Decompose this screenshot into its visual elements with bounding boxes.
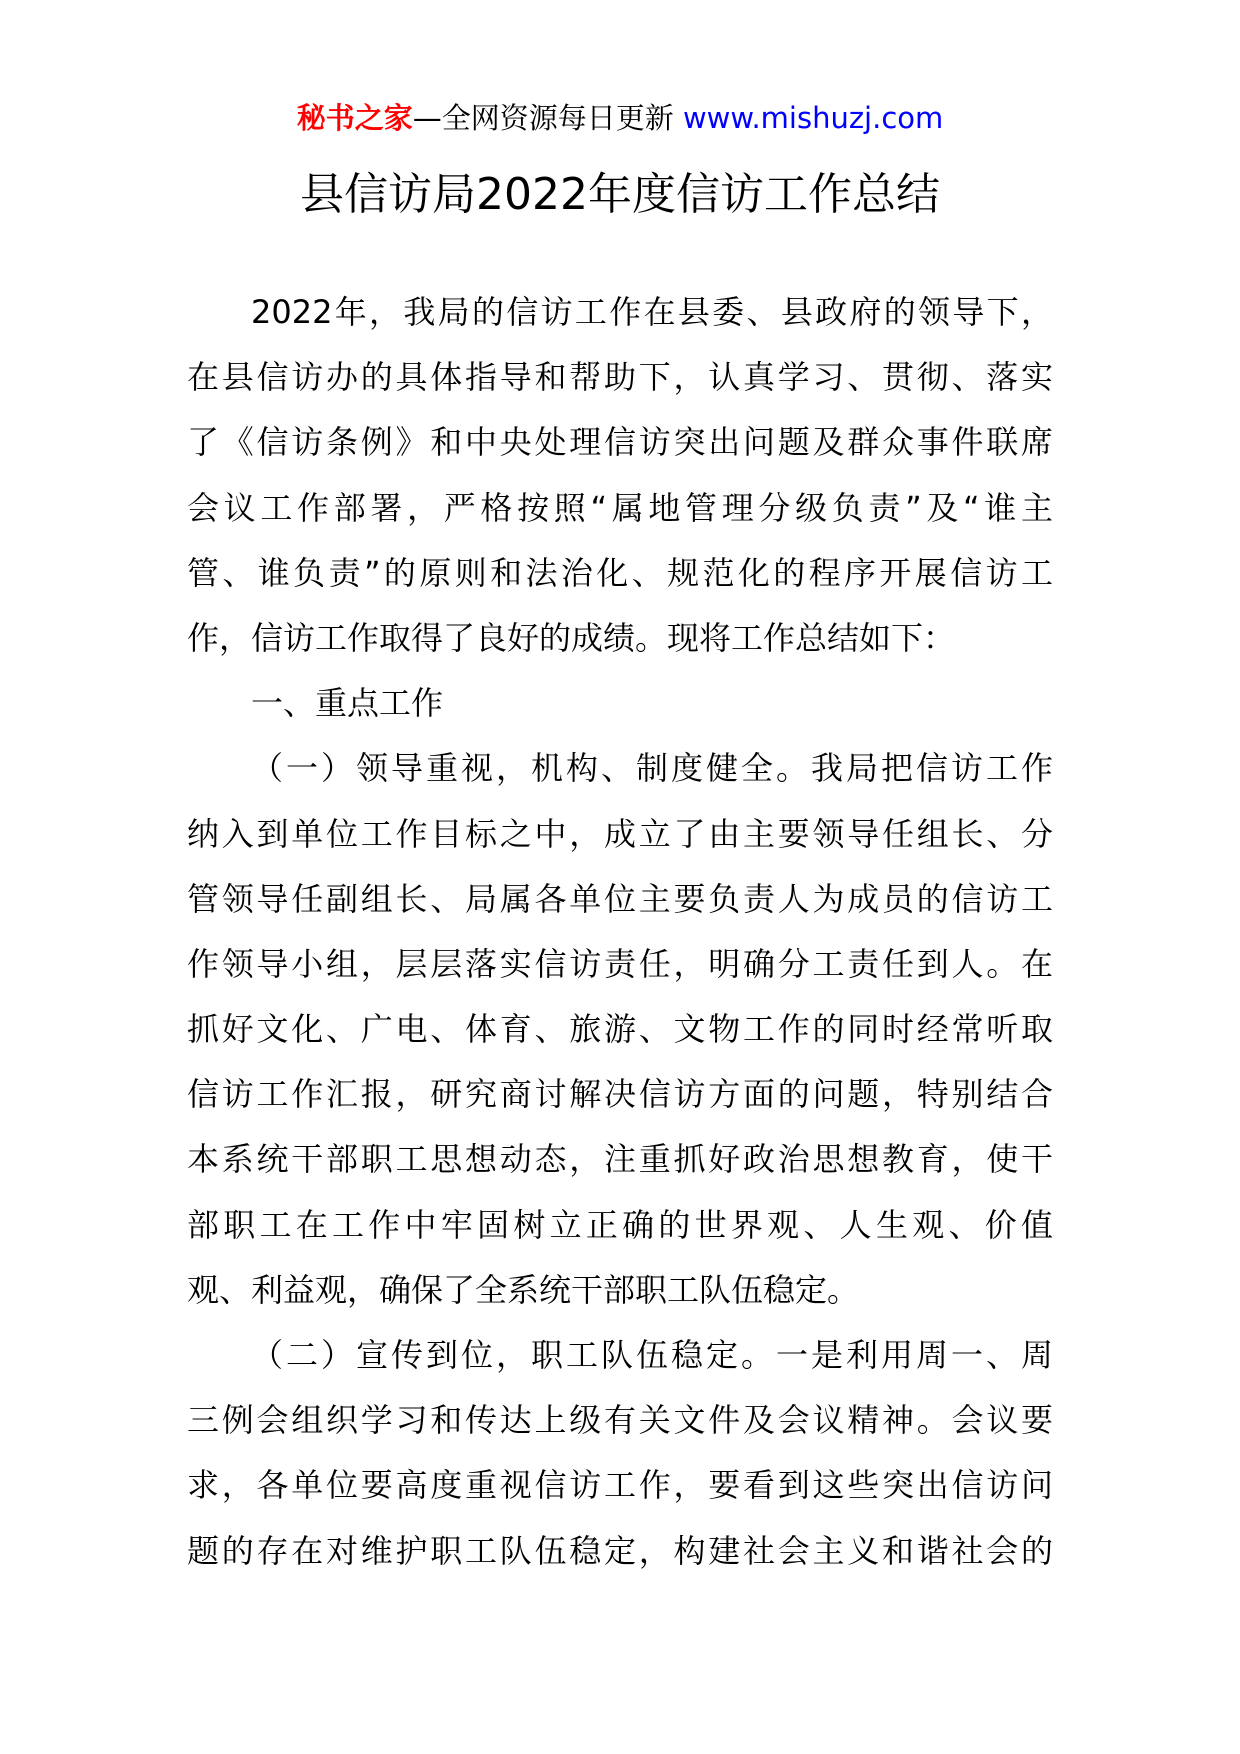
paragraph-line: 观、利益观，确保了全系统干部职工队伍稳定。 (187, 1270, 860, 1309)
paragraph-line: 求，各单位要高度重视信访工作，要看到这些突出信访问 (187, 1466, 1053, 1505)
section-heading: 一、重点工作 (251, 684, 444, 723)
paragraph-line: 本系统干部职工思想动态，注重抓好政治思想教育，使干 (187, 1140, 1053, 1179)
paragraph-line: 作，信访工作取得了良好的成绩。现将工作总结如下： (187, 618, 956, 657)
paragraph-line: （二）宣传到位，职工队伍稳定。一是利用周一、周 (251, 1336, 1053, 1374)
paragraph-line: 在县信访办的具体指导和帮助下，认真学习、贯彻、落实 (187, 358, 1053, 397)
site-url-link[interactable]: www.mishuzj.com (682, 101, 944, 135)
paragraph-line: 三例会组织学习和传达上级有关文件及会议精神。会议要 (187, 1401, 1053, 1440)
paragraph-line: 了《信访条例》和中央处理信访突出问题及群众事件联席 (187, 423, 1053, 462)
paragraph-line: 抓好文化、广电、体育、旅游、文物工作的同时经常听取 (187, 1010, 1053, 1049)
watermark-header (0, 98, 1240, 138)
paragraph-line: 信访工作汇报，研究商讨解决信访方面的问题，特别结合 (187, 1075, 1053, 1114)
document-body (187, 292, 1053, 1596)
document-title: 县信访局2022年度信访工作总结 (300, 169, 940, 220)
paragraph-line: 作领导小组，层层落实信访责任，明确分工责任到人。在 (187, 944, 1053, 983)
paragraph-line: 管领导任副组长、局属各单位主要负责人为成员的信访工 (187, 879, 1053, 918)
paragraph-line: 部职工在工作中牢固树立正确的世界观、人生观、价值 (187, 1205, 1053, 1244)
paragraph-line: 2022年，我局的信访工作在县委、县政府的领导下， (251, 293, 1053, 331)
paragraph-line: 管、谁负责”的原则和法治化、规范化的程序开展信访工 (187, 553, 1053, 592)
paragraph-line: 会议工作部署，严格按照“属地管理分级负责”及“谁主 (187, 488, 1053, 527)
site-brand: 秘书之家 (296, 101, 413, 135)
paragraph-line: （一）领导重视，机构、制度健全。我局把信访工作 (251, 749, 1053, 788)
paragraph-line: 题的存在对维护职工队伍稳定，构建社会主义和谐社会的 (187, 1531, 1053, 1570)
paragraph-line: 纳入到单位工作目标之中，成立了由主要领导任组长、分 (187, 814, 1053, 853)
site-slogan: —全网资源每日更新 (412, 101, 683, 135)
